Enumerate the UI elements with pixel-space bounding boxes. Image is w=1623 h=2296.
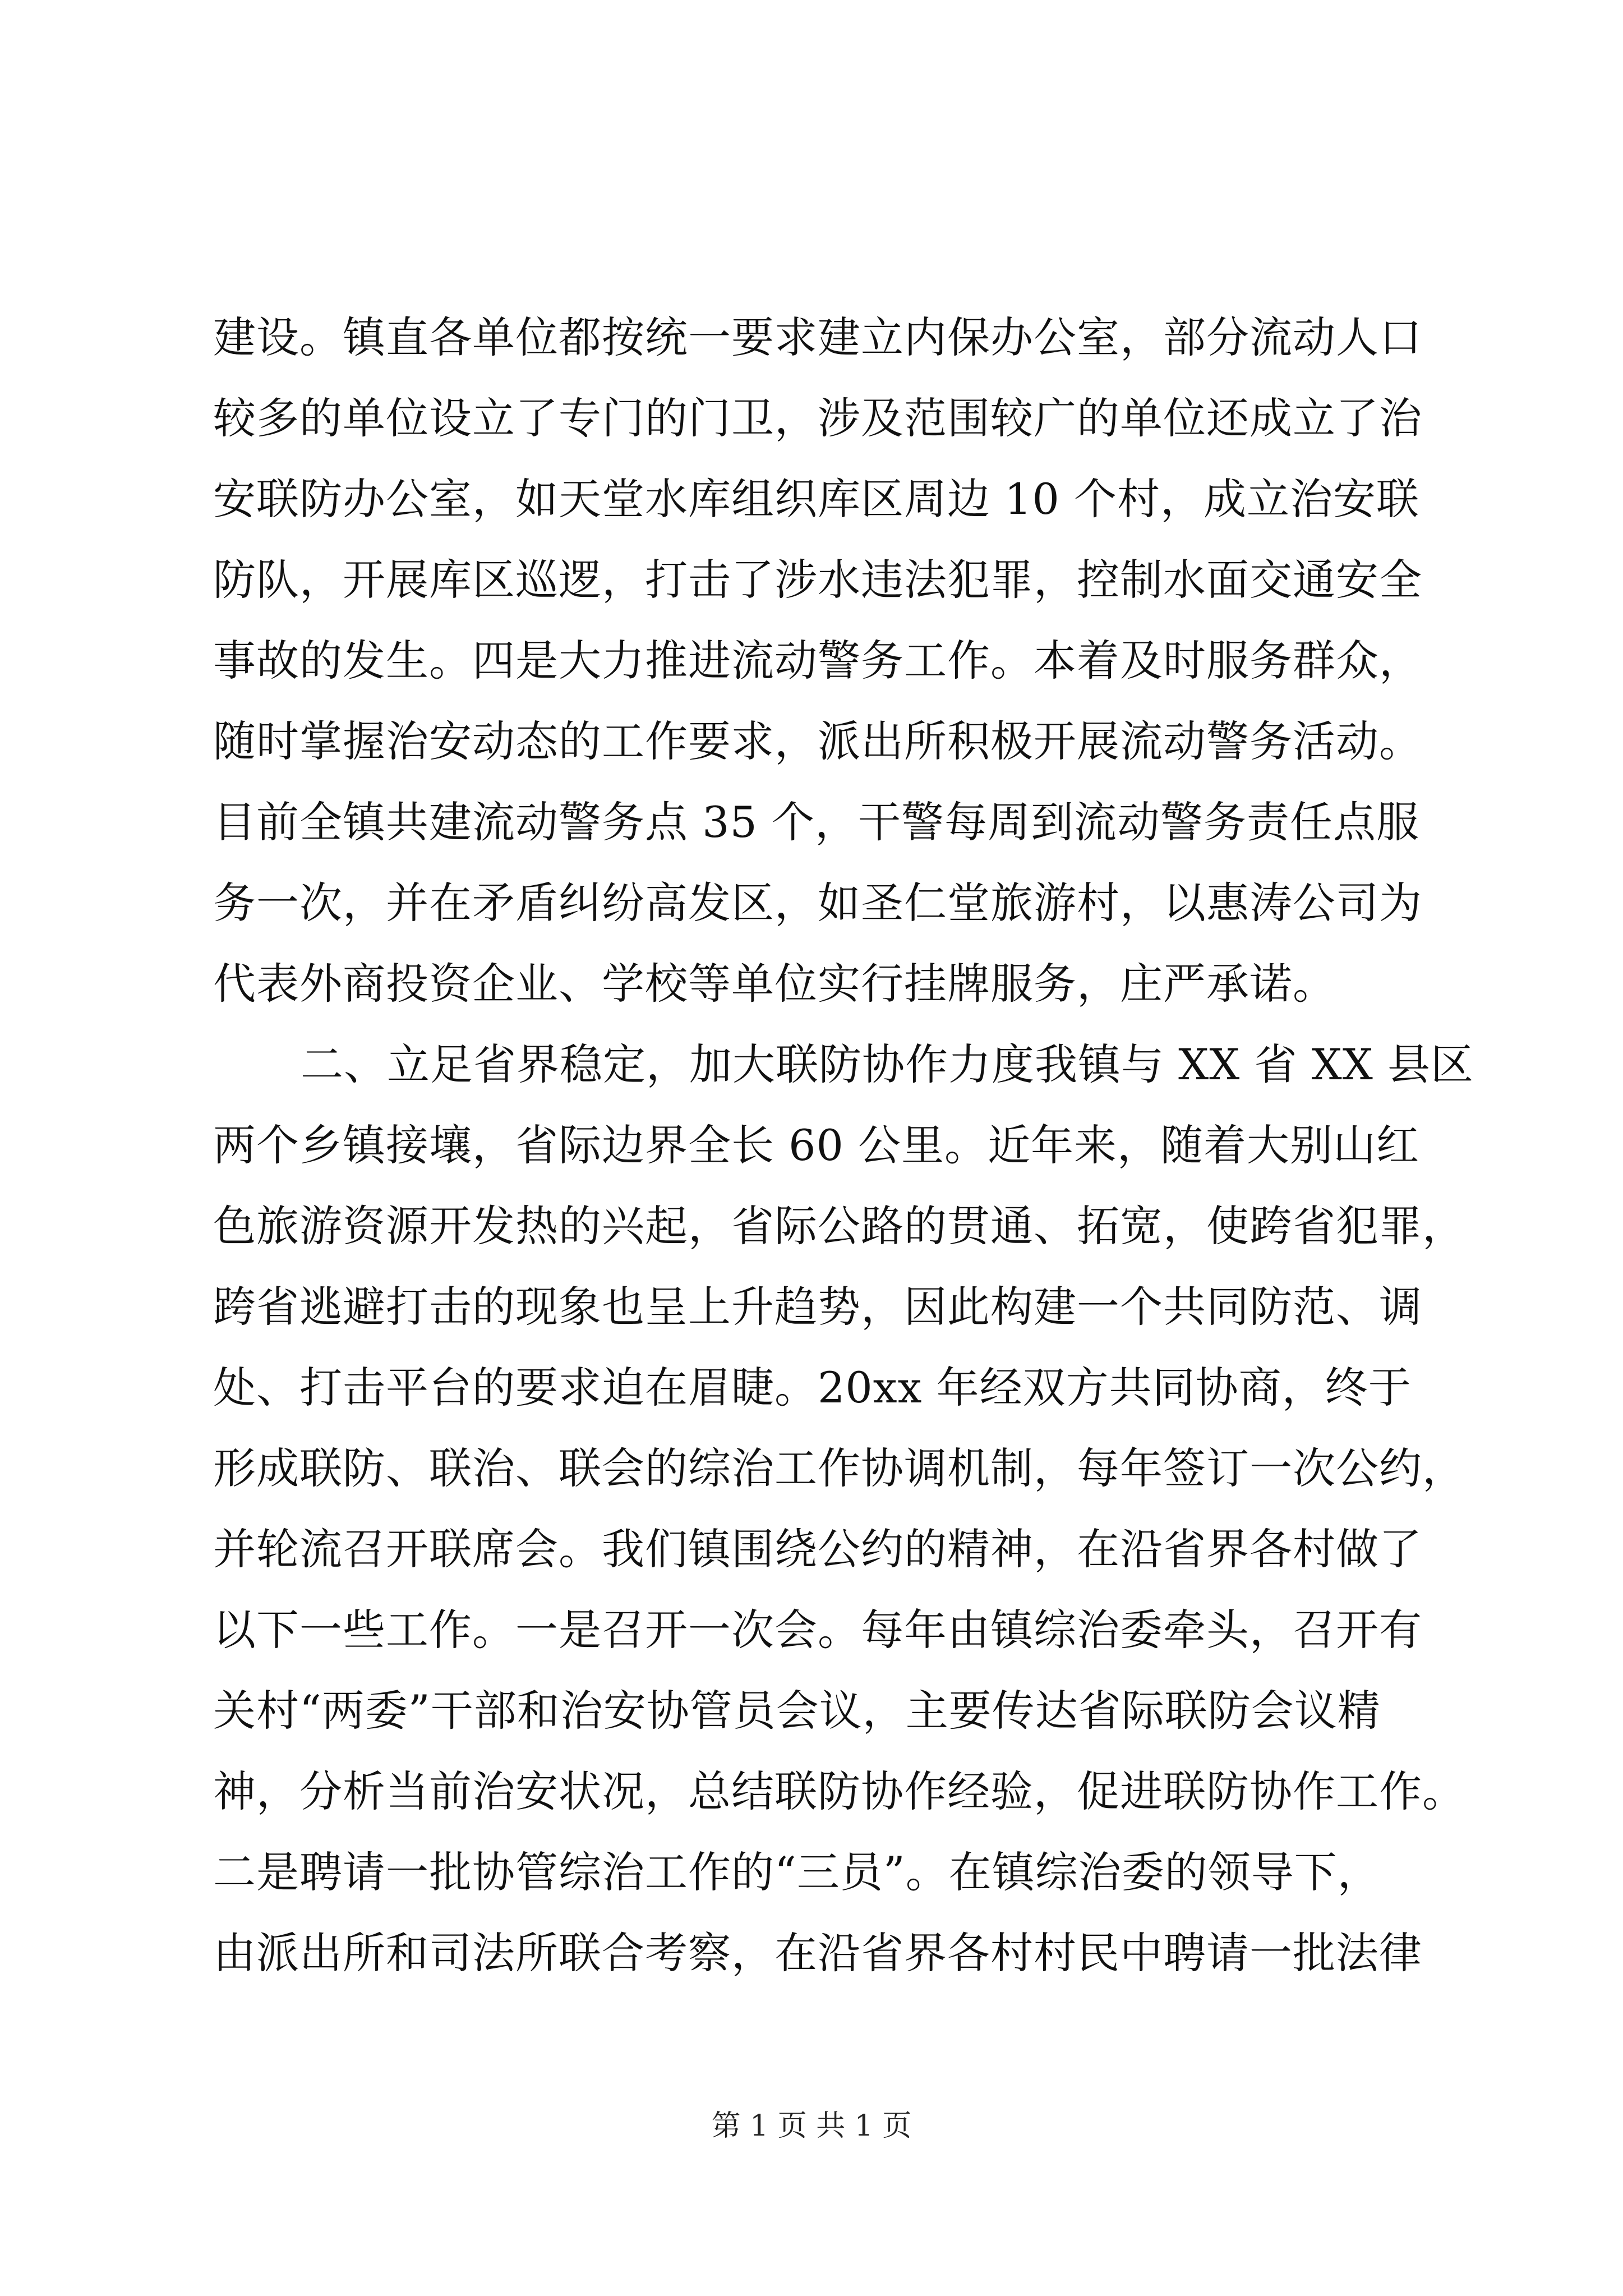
- text-line: 色旅游资源开发热的兴起，省际公路的贯通、拓宽，使跨省犯罪，: [213, 1201, 1465, 1251]
- text-line: 安联防办公室，如天堂水库组织库区周边 10 个村，成立治安联: [213, 474, 1420, 524]
- text-line: 两个乡镇接壤，省际边界全长 60 公里。近年来，随着大别山红: [213, 1120, 1420, 1170]
- paragraph-start-line: 二、立足省界稳定，加大联防协作力度我镇与 XX 省 XX 县区: [301, 1039, 1474, 1089]
- text-line: 事故的发生。四是大力推进流动警务工作。本着及时服务群众，: [213, 636, 1422, 685]
- text-line: 形成联防、联治、联会的综治工作协调机制，每年签订一次公约，: [213, 1443, 1465, 1493]
- document-body: [213, 297, 1474, 1994]
- page-footer: [0, 2106, 1623, 2146]
- page-number-label: 第 1 页 共 1 页: [711, 2109, 912, 2143]
- text-line: 并轮流召开联席会。我们镇围绕公约的精神，在沿省界各村做了: [213, 1524, 1422, 1574]
- text-line: 代表外商投资企业、学校等单位实行挂牌服务，庄严承诺。: [213, 959, 1336, 1009]
- text-line: 建设。镇直各单位都按统一要求建立内保办公室，部分流动人口: [213, 312, 1422, 362]
- text-line: 目前全镇共建流动警务点 35 个，干警每周到流动警务责任点服: [213, 797, 1420, 847]
- text-line: 神，分析当前治安状况，总结联防协作经验，促进联防协作工作。: [213, 1766, 1465, 1816]
- text-line: 跨省逃避打击的现象也呈上升趋势，因此构建一个共同防范、调: [213, 1282, 1422, 1332]
- text-line: 较多的单位设立了专门的门卫，涉及范围较广的单位还成立了治: [213, 393, 1422, 443]
- text-line: 以下一些工作。一是召开一次会。每年由镇综治委牵头，召开有: [213, 1605, 1422, 1655]
- text-line: 防队，开展库区巡逻，打击了涉水违法犯罪，控制水面交通安全: [213, 555, 1422, 605]
- text-line: 处、打击平台的要求迫在眉睫。20xx 年经双方共同协商，终于: [213, 1363, 1412, 1412]
- text-line: 随时掌握治安动态的工作要求，派出所积极开展流动警务活动。: [213, 716, 1422, 766]
- text-line: 由派出所和司法所联合考察，在沿省界各村村民中聘请一批法律: [213, 1928, 1422, 1978]
- text-line: 二是聘请一批协管综治工作的“三员”。在镇综治委的领导下，: [213, 1847, 1381, 1897]
- text-line: 务一次，并在矛盾纠纷高发区，如圣仁堂旅游村，以惠涛公司为: [213, 878, 1422, 928]
- text-line: 关村“两委”干部和治安协管员会议，主要传达省际联防会议精: [213, 1686, 1381, 1736]
